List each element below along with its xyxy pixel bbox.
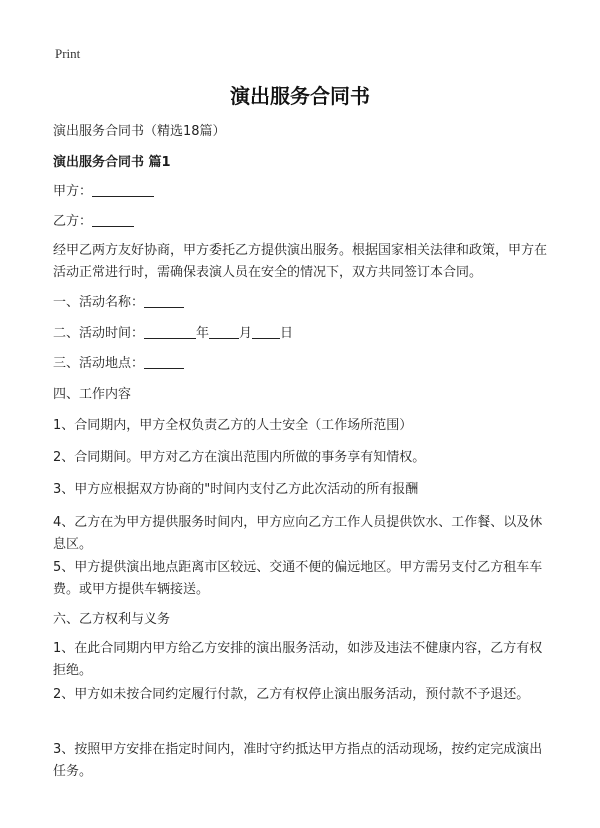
document-subtitle: 演出服务合同书（精选18篇） (53, 124, 226, 139)
activity-name-line (53, 292, 551, 314)
activity-place-line (53, 353, 551, 375)
activity-place-blank (144, 354, 184, 369)
day-label: 日 (280, 326, 294, 341)
activity-time-label: 二、活动时间： (53, 326, 145, 341)
party-a-line (53, 181, 551, 203)
work-content-heading: 四、工作内容 (53, 387, 132, 402)
party-a-label: 甲方： (53, 184, 93, 199)
party-b-line (53, 211, 551, 233)
work-item-4: 4、乙方在为甲方提供服务时间内，甲方应向乙方工作人员提供饮水、工作餐、以及休息区。 (53, 515, 543, 552)
document-title: 演出服务合同书 (230, 84, 370, 108)
activity-name-blank (144, 293, 184, 308)
work-item-2: 2、合同期间。甲方对乙方在演出范围内所做的事务享有知情权。 (53, 450, 426, 465)
party-a-blank (92, 182, 154, 197)
rights-item-1: 1、在此合同期内甲方给乙方安排的演出服务活动，如涉及违法不健康内容，乙方有权拒绝。 (53, 641, 543, 678)
party-b-label: 乙方： (53, 214, 93, 229)
year-blank (144, 324, 196, 339)
activity-time-line (53, 323, 551, 345)
month-label: 月 (239, 326, 253, 341)
year-label: 年 (196, 326, 210, 341)
work-item-3: 3、甲方应根据双方协商的"时间内支付乙方此次活动的所有报酬 (53, 482, 419, 497)
intro-paragraph: 经甲乙两方友好协商，甲方委托乙方提供演出服务。根据国家相关法律和政策，甲方在活动正常进行时，需确保表演人员在安全的情况下，双方共同签订本合同。 (53, 243, 548, 280)
rights-item-2: 2、甲方如未按合同约定履行付款，乙方有权停止演出服务活动，预付款不予退还。 (53, 687, 530, 702)
rights-item-3: 3、按照甲方安排在指定时间内，准时守约抵达甲方指点的活动现场，按约定完成演出任务。 (53, 742, 543, 779)
print-label: Print (55, 46, 81, 61)
party-b-blank (92, 212, 134, 227)
activity-place-label: 三、活动地点： (53, 356, 145, 371)
month-blank (209, 324, 239, 339)
rights-heading: 六、乙方权利与义务 (53, 612, 171, 627)
work-item-1: 1、合同期内，甲方全权负责乙方的人士安全（工作场所范围） (53, 418, 413, 433)
activity-name-label: 一、活动名称： (53, 295, 145, 310)
day-blank (252, 324, 280, 339)
work-item-5: 5、甲方提供演出地点距离市区较远、交通不便的偏远地区。甲方需另支付乙方租车车费。或甲方提供车辆接送。 (53, 560, 543, 597)
section-heading: 演出服务合同书 篇1 (53, 155, 171, 170)
